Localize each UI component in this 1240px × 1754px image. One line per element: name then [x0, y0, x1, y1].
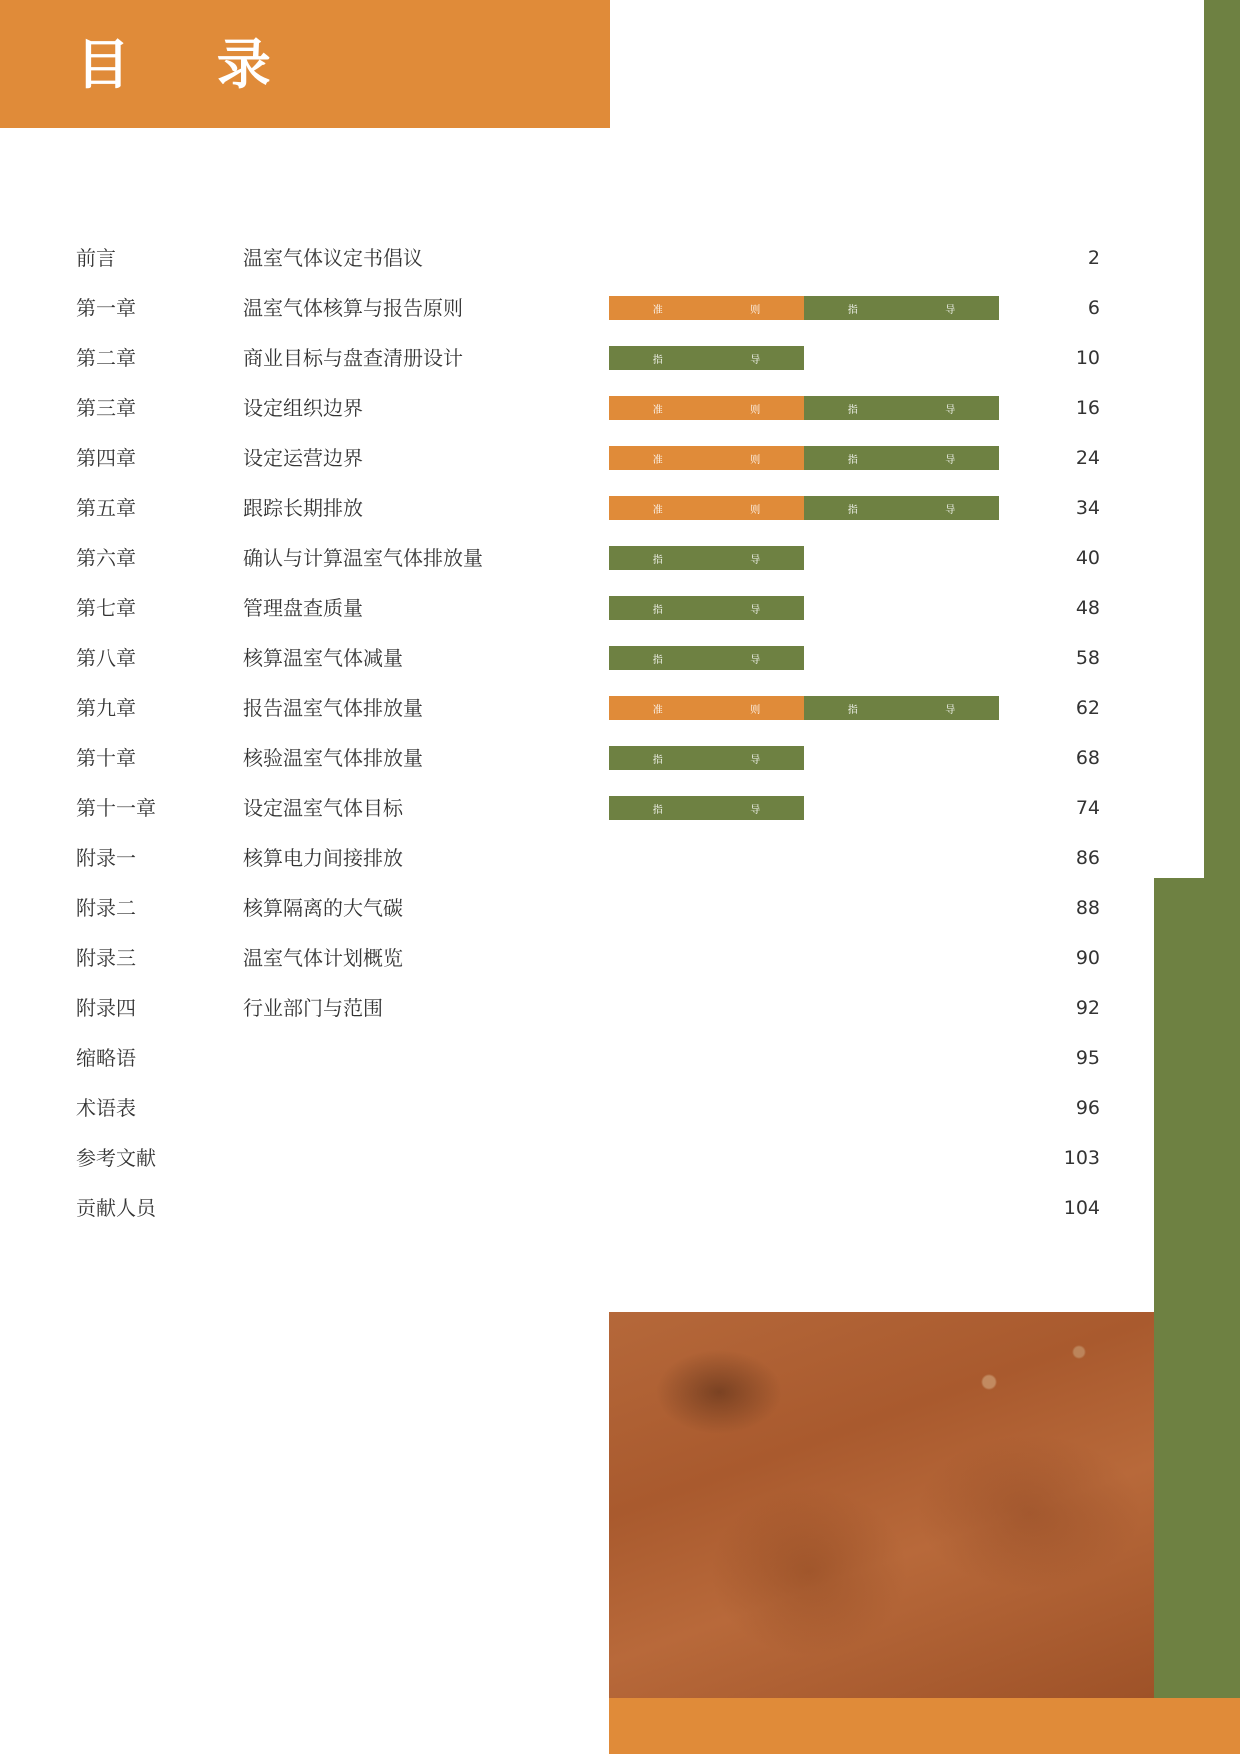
guidance-tag	[609, 346, 804, 370]
toc-page-number: 92	[1075, 997, 1100, 1019]
toc-chapter-label: 前言	[76, 246, 116, 270]
tag-char: 导	[750, 554, 761, 566]
toc-page-number: 74	[1075, 797, 1100, 819]
toc-row[interactable]	[0, 583, 1150, 633]
toc-row[interactable]	[0, 333, 1150, 383]
guidance-tag	[609, 646, 804, 670]
tag-char: 准	[652, 304, 663, 316]
toc-page-number: 68	[1075, 747, 1100, 769]
tag-char: 指	[847, 454, 858, 466]
toc-section-title: 设定运营边界	[243, 446, 363, 470]
guidance-tag	[804, 396, 999, 420]
toc-row[interactable]	[0, 433, 1150, 483]
toc-section-title: 确认与计算温室气体排放量	[243, 546, 483, 570]
toc-row[interactable]	[0, 483, 1150, 533]
toc-row[interactable]	[0, 533, 1150, 583]
tag-char: 导	[945, 504, 956, 516]
toc-row[interactable]	[0, 1133, 1150, 1183]
tag-char: 指	[652, 354, 663, 366]
toc-row[interactable]	[0, 633, 1150, 683]
toc-section-title: 设定组织边界	[243, 396, 363, 420]
decorative-green-strip-lower	[1154, 878, 1240, 1698]
toc-section-title: 温室气体核算与报告原则	[243, 296, 463, 320]
guidance-tag	[804, 696, 999, 720]
tag-char: 指	[652, 604, 663, 616]
tag-char: 准	[652, 504, 663, 516]
tag-char: 则	[750, 404, 761, 416]
toc-section-title: 核算隔离的大气碳	[243, 896, 403, 920]
tag-char: 指	[847, 304, 858, 316]
standard-tag	[609, 296, 804, 320]
header-band	[0, 0, 610, 128]
tag-char: 导	[945, 404, 956, 416]
toc-chapter-label: 缩略语	[76, 1046, 136, 1070]
toc-row[interactable]	[0, 733, 1150, 783]
toc-section-title: 核验温室气体排放量	[243, 746, 423, 770]
standard-tag	[609, 496, 804, 520]
toc-chapter-label: 贡献人员	[76, 1196, 156, 1220]
toc-chapter-label: 参考文献	[76, 1146, 156, 1170]
toc-chapter-label: 附录三	[76, 946, 136, 970]
tag-char: 导	[750, 604, 761, 616]
guidance-tag	[804, 446, 999, 470]
guidance-tag	[609, 796, 804, 820]
toc-row[interactable]	[0, 1033, 1150, 1083]
tag-char: 则	[750, 504, 761, 516]
toc-page-number: 2	[1087, 247, 1100, 269]
toc-section-title: 报告温室气体排放量	[243, 696, 423, 720]
toc-section-title: 温室气体议定书倡议	[243, 246, 423, 270]
tag-char: 则	[750, 304, 761, 316]
toc-page-number: 6	[1087, 297, 1100, 319]
toc-row[interactable]	[0, 283, 1150, 333]
toc-page-number: 62	[1075, 697, 1100, 719]
toc-chapter-label: 第十章	[76, 746, 136, 770]
toc-chapter-label: 第六章	[76, 546, 136, 570]
guidance-tag	[804, 296, 999, 320]
toc-row[interactable]	[0, 1183, 1150, 1233]
toc-page-number: 88	[1075, 897, 1100, 919]
tag-char: 指	[847, 504, 858, 516]
tag-char: 准	[652, 704, 663, 716]
toc-chapter-label: 附录四	[76, 996, 136, 1020]
toc-row[interactable]	[0, 933, 1150, 983]
toc-chapter-label: 第五章	[76, 496, 136, 520]
toc-chapter-label: 第三章	[76, 396, 136, 420]
toc-chapter-label: 第九章	[76, 696, 136, 720]
toc-section-title: 温室气体计划概览	[243, 946, 403, 970]
toc-chapter-label: 第八章	[76, 646, 136, 670]
tag-char: 指	[652, 654, 663, 666]
toc-page-number: 96	[1075, 1097, 1100, 1119]
toc-row[interactable]	[0, 783, 1150, 833]
tag-char: 指	[847, 404, 858, 416]
page-title: 目 录	[76, 33, 305, 96]
toc-chapter-label: 附录一	[76, 846, 136, 870]
toc-page-number: 40	[1075, 547, 1100, 569]
toc-chapter-label: 术语表	[76, 1096, 136, 1120]
tag-char: 指	[652, 804, 663, 816]
toc-row[interactable]	[0, 833, 1150, 883]
tag-char: 准	[652, 454, 663, 466]
toc-page-number: 58	[1075, 647, 1100, 669]
guidance-tag	[609, 596, 804, 620]
toc-chapter-label: 第四章	[76, 446, 136, 470]
tag-char: 则	[750, 454, 761, 466]
tag-char: 导	[750, 354, 761, 366]
tag-char: 准	[652, 404, 663, 416]
toc-page-number: 90	[1075, 947, 1100, 969]
decorative-green-strip	[1204, 0, 1240, 878]
tag-char: 导	[750, 654, 761, 666]
toc-section-title: 核算温室气体减量	[243, 646, 403, 670]
toc-row[interactable]	[0, 983, 1150, 1033]
standard-tag	[609, 396, 804, 420]
tag-char: 导	[945, 704, 956, 716]
toc-page-number: 34	[1075, 497, 1100, 519]
toc-section-title: 行业部门与范围	[243, 996, 383, 1020]
tag-char: 导	[750, 804, 761, 816]
toc-section-title: 商业目标与盘查清册设计	[243, 346, 463, 370]
standard-tag	[609, 696, 804, 720]
tag-char: 指	[652, 754, 663, 766]
toc-page-number: 103	[1063, 1147, 1100, 1169]
tag-char: 指	[652, 554, 663, 566]
standard-tag	[609, 446, 804, 470]
toc-section-title: 管理盘查质量	[243, 596, 363, 620]
toc-chapter-label: 附录二	[76, 896, 136, 920]
toc-page-number: 48	[1075, 597, 1100, 619]
bottom-orange-band	[609, 1698, 1240, 1754]
tag-char: 导	[945, 454, 956, 466]
toc-chapter-label: 第二章	[76, 346, 136, 370]
toc-section-title: 跟踪长期排放	[243, 496, 363, 520]
toc-row[interactable]	[0, 883, 1150, 933]
guidance-tag	[804, 496, 999, 520]
toc-row[interactable]	[0, 383, 1150, 433]
tag-char: 指	[847, 704, 858, 716]
toc-chapter-label: 第一章	[76, 296, 136, 320]
toc-page-number: 10	[1075, 347, 1100, 369]
toc-page-number: 95	[1075, 1047, 1100, 1069]
toc-page-number: 16	[1075, 397, 1100, 419]
toc-chapter-label: 第十一章	[76, 796, 156, 820]
tag-char: 则	[750, 704, 761, 716]
guidance-tag	[609, 746, 804, 770]
toc-page-number: 86	[1075, 847, 1100, 869]
toc-row[interactable]	[0, 683, 1150, 733]
toc-row[interactable]	[0, 1083, 1150, 1133]
soil-handprint-photo	[609, 1312, 1154, 1698]
toc-page-number: 104	[1063, 1197, 1100, 1219]
toc-page-number: 24	[1075, 447, 1100, 469]
tag-char: 导	[945, 304, 956, 316]
toc-row[interactable]	[0, 233, 1150, 283]
guidance-tag	[609, 546, 804, 570]
toc-chapter-label: 第七章	[76, 596, 136, 620]
tag-char: 导	[750, 754, 761, 766]
toc-section-title: 核算电力间接排放	[243, 846, 403, 870]
toc-section-title: 设定温室气体目标	[243, 796, 403, 820]
